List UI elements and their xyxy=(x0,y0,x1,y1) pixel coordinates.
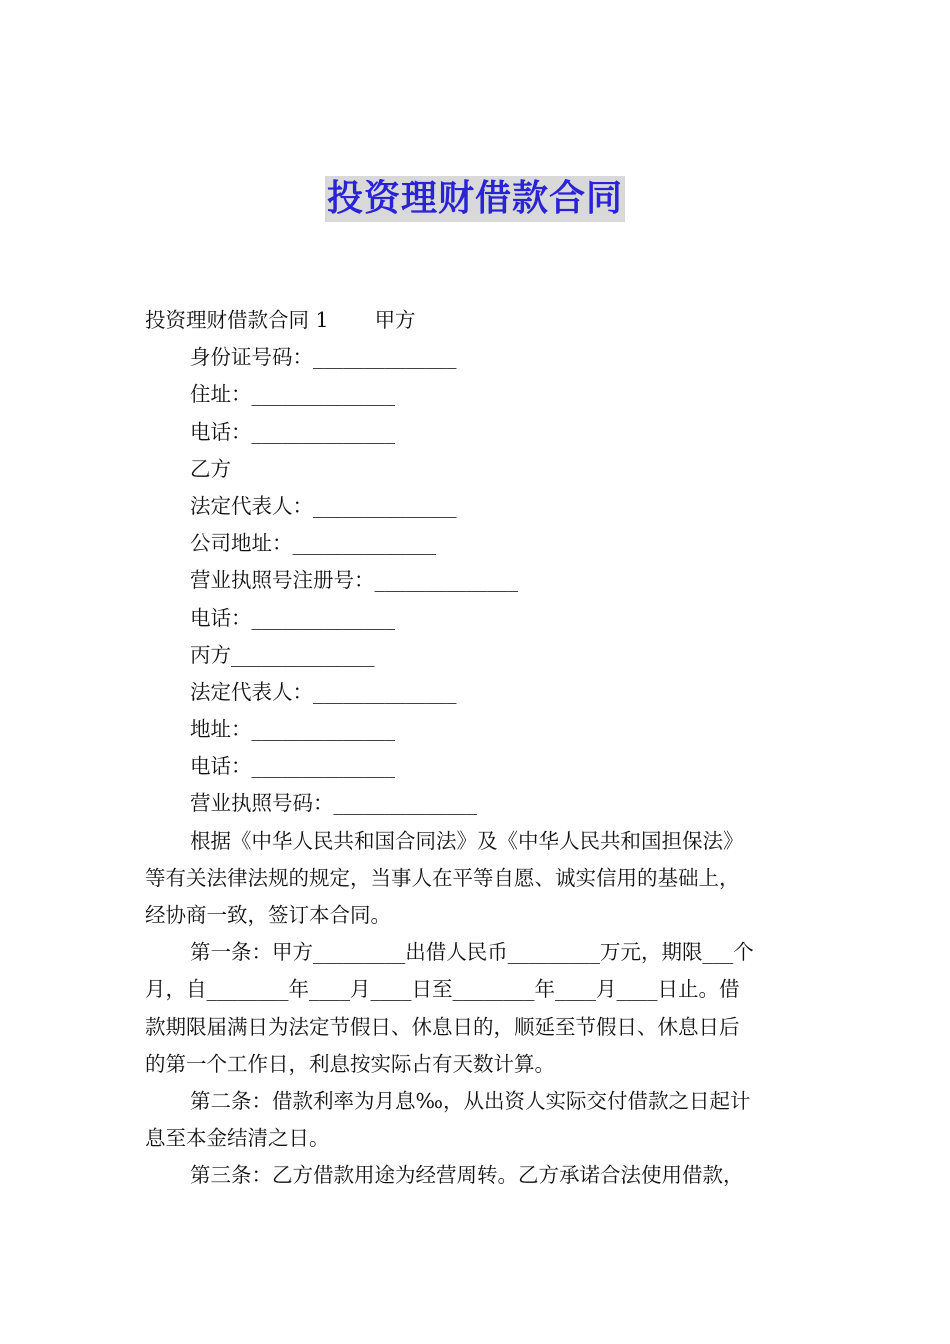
fill-blank: ________ xyxy=(452,977,535,1002)
field-legal-rep xyxy=(145,674,807,711)
paragraph-line xyxy=(145,971,807,1008)
fill-blank: ___ xyxy=(702,940,734,965)
field-blank: ______________ xyxy=(231,642,375,667)
field-label: 乙方 xyxy=(190,456,231,481)
text-run: 万元，期限 xyxy=(600,940,703,965)
fill-blank: ________ xyxy=(206,977,289,1002)
document-body xyxy=(145,302,807,1195)
field-address xyxy=(145,711,807,748)
article-3 xyxy=(145,1157,807,1194)
field-blank: ______________ xyxy=(333,791,477,816)
paragraph-line: 息至本金结清之日。 xyxy=(145,1126,330,1151)
fill-blank: ____ xyxy=(555,977,596,1002)
field-blank: ______________ xyxy=(251,419,395,444)
fill-blank: _________ xyxy=(507,940,600,965)
field-phone xyxy=(145,748,807,785)
field-label: 地址： xyxy=(190,717,252,742)
field-blank: ______________ xyxy=(313,493,457,518)
fill-blank: _________ xyxy=(313,940,406,965)
party-b-label xyxy=(145,451,807,488)
field-blank: ______________ xyxy=(292,531,436,556)
heading-line xyxy=(145,302,807,339)
paragraph-line: 等有关法律法规的规定，当事人在平等自愿、诚实信用的基础上， xyxy=(145,865,740,890)
field-label: 电话： xyxy=(190,605,252,630)
fill-blank: ____ xyxy=(370,977,412,1002)
paragraph-line: 的第一个工作日，利息按实际占有天数计算。 xyxy=(145,1051,555,1076)
field-id-number xyxy=(145,339,807,376)
contract-heading: 投资理财借款合同 1 xyxy=(145,308,329,332)
field-business-license xyxy=(145,785,807,822)
text-run: 年 xyxy=(534,977,555,1002)
fill-blank: ____ xyxy=(616,977,658,1002)
field-phone xyxy=(145,414,807,451)
text-run: 日止。借 xyxy=(657,977,740,1002)
text-run: 个 xyxy=(733,940,754,965)
article-1 xyxy=(145,934,807,1083)
field-blank: ______________ xyxy=(251,754,395,779)
field-label: 身份证号码： xyxy=(190,345,313,370)
field-blank: ______________ xyxy=(313,345,457,370)
text-run: 月 xyxy=(350,977,371,1002)
field-label: 法定代表人： xyxy=(190,493,313,518)
party-c-label xyxy=(145,637,807,674)
paragraph-line: 根据《中华人民共和国合同法》及《中华人民共和国担保法》 xyxy=(190,828,744,853)
field-label: 电话： xyxy=(190,419,252,444)
title-container xyxy=(0,176,950,222)
field-company-address xyxy=(145,525,807,562)
field-label: 法定代表人： xyxy=(190,679,313,704)
field-blank: ______________ xyxy=(251,605,395,630)
paragraph-line: 款期限届满日为法定节假日、休息日的，顺延至节假日、休息日后 xyxy=(145,1014,740,1039)
paragraph-intro xyxy=(145,823,807,935)
fill-blank: ____ xyxy=(309,977,350,1002)
field-blank: ______________ xyxy=(251,382,395,407)
text-run: 月 xyxy=(596,977,617,1002)
paragraph-line xyxy=(145,934,807,971)
field-phone xyxy=(145,600,807,637)
paragraph-line: 第三条：乙方借款用途为经营周转。乙方承诺合法使用借款， xyxy=(190,1163,744,1188)
field-business-license-reg xyxy=(145,562,807,599)
party-a-label: 甲方 xyxy=(374,308,416,332)
field-legal-rep xyxy=(145,488,807,525)
field-label: 公司地址： xyxy=(190,531,293,556)
text-run: 年 xyxy=(288,977,309,1002)
document-title: 投资理财借款合同 xyxy=(325,176,625,222)
text-run: 第一条：甲方 xyxy=(190,940,313,965)
field-label: 丙方 xyxy=(190,642,231,667)
paragraph-line: 第二条：借款利率为月息‰，从出资人实际交付借款之日起计 xyxy=(190,1088,751,1113)
field-label: 电话： xyxy=(190,754,252,779)
field-label: 营业执照号注册号： xyxy=(190,568,375,593)
field-blank: ______________ xyxy=(251,717,395,742)
field-address xyxy=(145,376,807,413)
text-run: 日至 xyxy=(411,977,453,1002)
text-run: 出借人民币 xyxy=(405,940,508,965)
field-blank: ______________ xyxy=(313,679,457,704)
field-label: 营业执照号码： xyxy=(190,791,334,816)
text-run: 月，自 xyxy=(145,977,207,1002)
article-2 xyxy=(145,1083,807,1157)
field-blank: ______________ xyxy=(374,568,518,593)
field-label: 住址： xyxy=(190,382,252,407)
paragraph-line: 经协商一致，签订本合同。 xyxy=(145,903,391,927)
